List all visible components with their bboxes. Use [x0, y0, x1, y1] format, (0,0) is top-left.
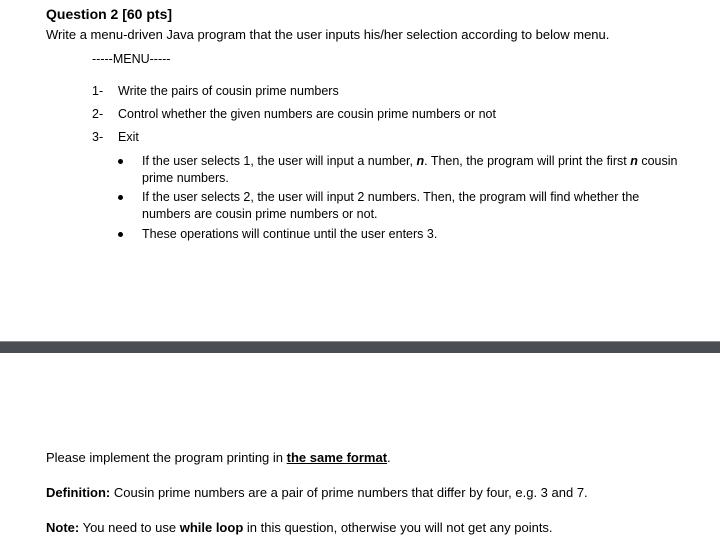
menu-item-2 — [92, 107, 496, 121]
bullet-dot-icon — [118, 232, 123, 237]
note-text: in this question, otherwise you will not get any points. — [243, 520, 553, 535]
menu-header: -----MENU----- — [92, 52, 171, 66]
bullet-text: If the user selects 1, the user will input a number, — [142, 154, 417, 168]
menu-item-number: 1- — [92, 84, 104, 98]
definition-text: Cousin prime numbers are a pair of prime numbers that differ by four, e.g. 3 and 7. — [110, 485, 588, 500]
page-divider — [0, 341, 720, 353]
question-intro: Write a menu-driven Java program that the user inputs his/her selection according to below menu. — [46, 27, 610, 42]
menu-item-label: Write the pairs of cousin prime numbers — [118, 84, 339, 98]
bullet-item-3: These operations will continue until the user enters 3. — [142, 227, 438, 241]
menu-item-3 — [92, 130, 139, 144]
menu-item-1 — [92, 84, 339, 98]
bullet-item-2: If the user selects 2, the user will input 2 numbers. Then, the program will find whether the numbers are cousin prime numbers or not. — [142, 190, 640, 221]
note-label: Note: — [46, 520, 80, 535]
bullet-text: . Then, the program will print the first — [424, 154, 631, 168]
note-line — [46, 520, 553, 535]
bullet-item-1 — [142, 153, 690, 187]
menu-item-number: 2- — [92, 107, 104, 121]
implement-text: Please implement the program printing in — [46, 450, 287, 465]
definition-label: Definition: — [46, 485, 111, 500]
implement-emphasis: the same format — [286, 450, 388, 465]
bullet-emphasis: n — [630, 154, 638, 168]
bullet-text: cousin prime numbers. — [142, 154, 678, 185]
menu-item-label: Exit — [118, 130, 139, 144]
note-emphasis: while loop — [179, 520, 244, 535]
implement-suffix: . — [387, 450, 391, 465]
implement-line — [46, 450, 391, 465]
question-title: Question 2 [60 pts] — [46, 6, 173, 22]
menu-item-number: 3- — [92, 130, 104, 144]
bullet-dot-icon — [118, 159, 123, 164]
definition-line — [46, 485, 588, 500]
bullet-emphasis: n — [416, 154, 425, 168]
note-text: You need to use — [79, 520, 180, 535]
bullet-dot-icon — [118, 195, 123, 200]
menu-item-label: Control whether the given numbers are cousin prime numbers or not — [118, 107, 496, 121]
